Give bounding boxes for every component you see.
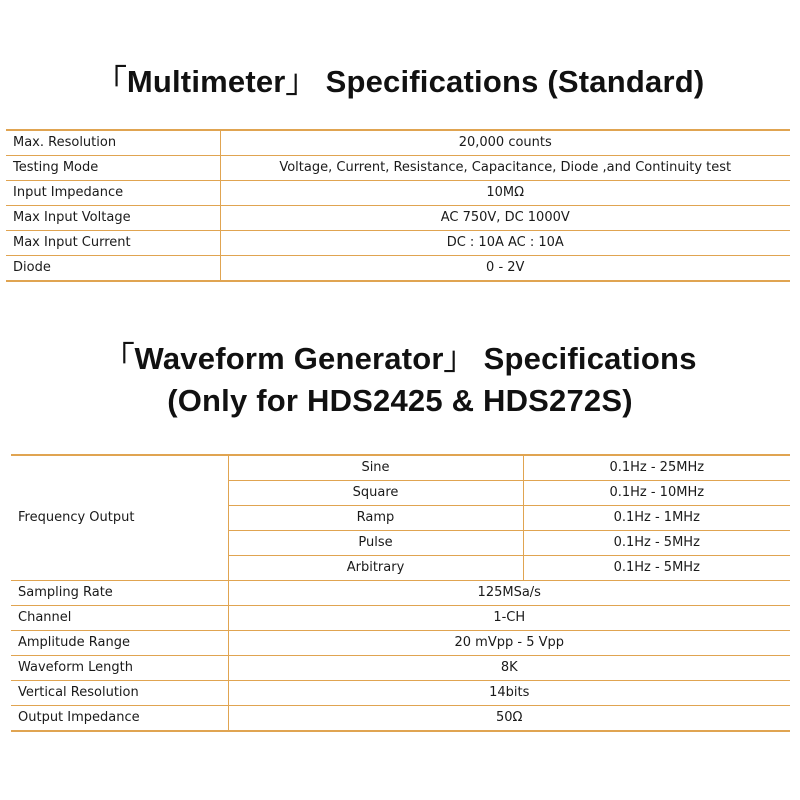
frequency-range: 0.1Hz - 5MHz — [523, 531, 790, 556]
table-row — [6, 206, 790, 231]
spec-value: 20 mVpp - 5 Vpp — [228, 631, 790, 656]
spec-value: DC : 10A AC : 10A — [220, 231, 790, 256]
spec-label: Vertical Resolution — [11, 681, 228, 706]
spec-label: Frequency Output — [11, 455, 228, 581]
table-row — [11, 455, 790, 481]
spec-label: Amplitude Range — [11, 631, 228, 656]
table-row — [11, 681, 790, 706]
multimeter-heading: 「Multimeter」 Specifications (Standard) — [95, 64, 705, 99]
waveform-type: Arbitrary — [228, 556, 523, 581]
spec-label: Max. Resolution — [6, 130, 220, 156]
spec-value: Voltage, Current, Resistance, Capacitance, Diode ,and Continuity test — [220, 156, 790, 181]
spec-value: 0 - 2V — [220, 256, 790, 282]
table-row — [6, 156, 790, 181]
table-row — [6, 231, 790, 256]
spec-value: 14bits — [228, 681, 790, 706]
spec-label: Max Input Voltage — [6, 206, 220, 231]
spec-value: 20,000 counts — [220, 130, 790, 156]
table-row — [11, 706, 790, 732]
table-row — [11, 656, 790, 681]
table-row — [6, 130, 790, 156]
frequency-range: 0.1Hz - 5MHz — [523, 556, 790, 581]
waveform-type: Ramp — [228, 506, 523, 531]
spec-value: 125MSa/s — [228, 581, 790, 606]
spec-label: Diode — [6, 256, 220, 282]
multimeter-spec-table — [6, 129, 790, 282]
table-row — [11, 606, 790, 631]
table-row — [6, 181, 790, 206]
spec-label: Output Impedance — [11, 706, 228, 732]
table-row — [6, 256, 790, 282]
spec-label: Waveform Length — [11, 656, 228, 681]
spec-label: Testing Mode — [6, 156, 220, 181]
frequency-range: 0.1Hz - 10MHz — [523, 481, 790, 506]
table-row — [11, 581, 790, 606]
generator-spec-table — [11, 454, 790, 732]
spec-value: 50Ω — [228, 706, 790, 732]
spec-label: Max Input Current — [6, 231, 220, 256]
spec-value: AC 750V, DC 1000V — [220, 206, 790, 231]
waveform-type: Pulse — [228, 531, 523, 556]
spec-label: Channel — [11, 606, 228, 631]
spec-label: Sampling Rate — [11, 581, 228, 606]
frequency-range: 0.1Hz - 25MHz — [523, 455, 790, 481]
table-row — [11, 631, 790, 656]
generator-subheading: (Only for HDS2425 & HDS272S) — [167, 383, 633, 418]
spec-value: 8K — [228, 656, 790, 681]
generator-heading: 「Waveform Generator」 Specifications — [103, 341, 697, 376]
frequency-range: 0.1Hz - 1MHz — [523, 506, 790, 531]
spec-value: 1-CH — [228, 606, 790, 631]
waveform-type: Sine — [228, 455, 523, 481]
waveform-type: Square — [228, 481, 523, 506]
spec-value: 10MΩ — [220, 181, 790, 206]
spec-label: Input Impedance — [6, 181, 220, 206]
